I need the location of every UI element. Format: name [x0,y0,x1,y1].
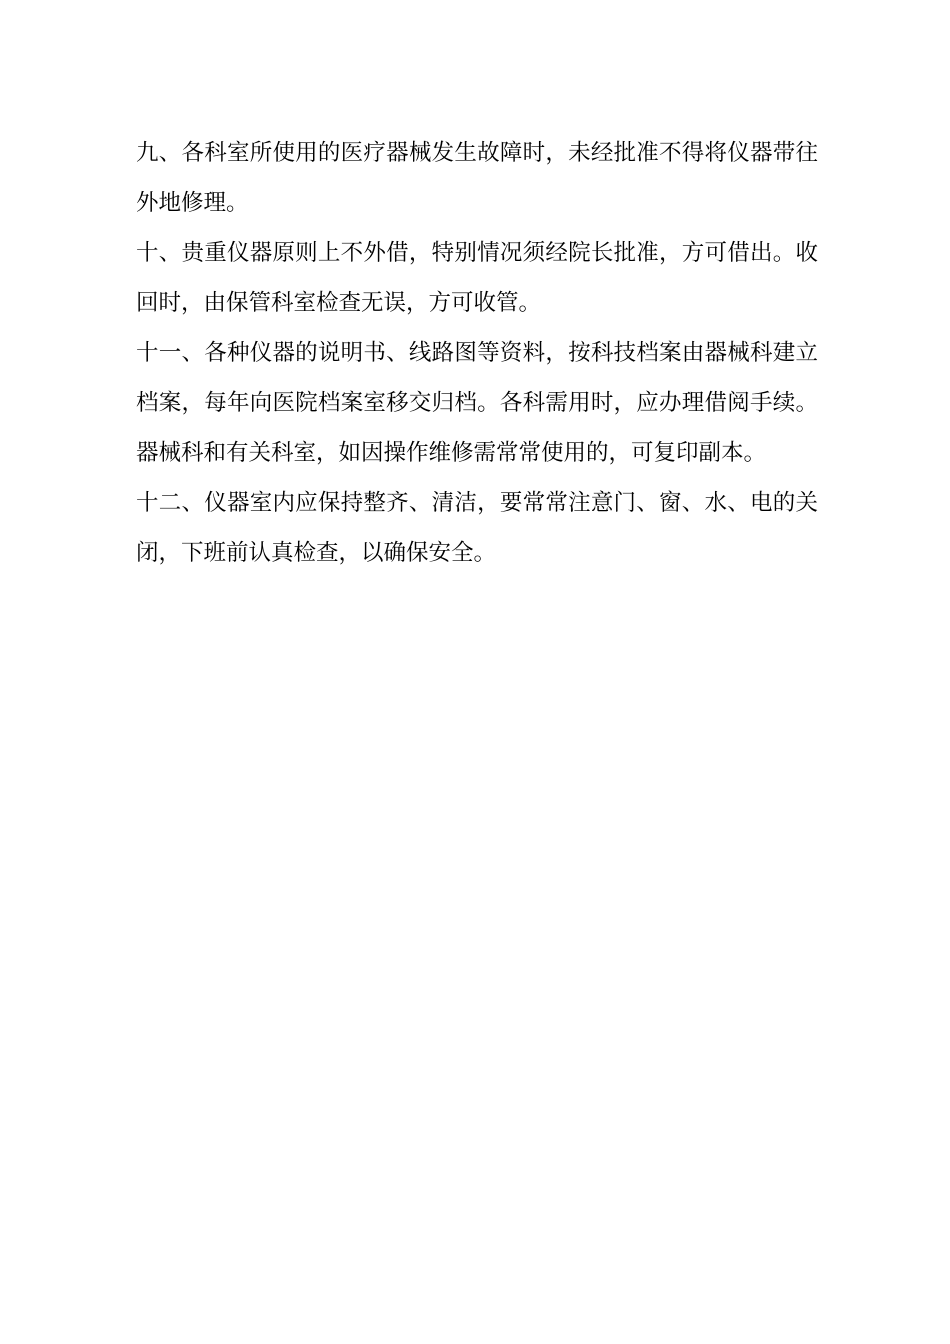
paragraph-item-12: 十二、仪器室内应保持整齐、清洁，要常常注意门、窗、水、电的关闭，下班前认真检查，以确保安全。 [136,490,818,566]
paragraph-item-11: 十一、各种仪器的说明书、线路图等资料，按科技档案由器械科建立档案，每年向医院档案室移交归档。各科需用时，应办理借阅手续。器械科和有关科室，如因操作维修需常常使用的，可复印副本。 [136,340,818,466]
document-body [136,128,818,578]
paragraph-item-9: 九、各科室所使用的医疗器械发生故障时，未经批准不得将仪器带往外地修理。 [136,140,818,216]
paragraph-item-10: 十、贵重仪器原则上不外借，特别情况须经院长批准，方可借出。收回时，由保管科室检查无误，方可收管。 [136,240,818,316]
